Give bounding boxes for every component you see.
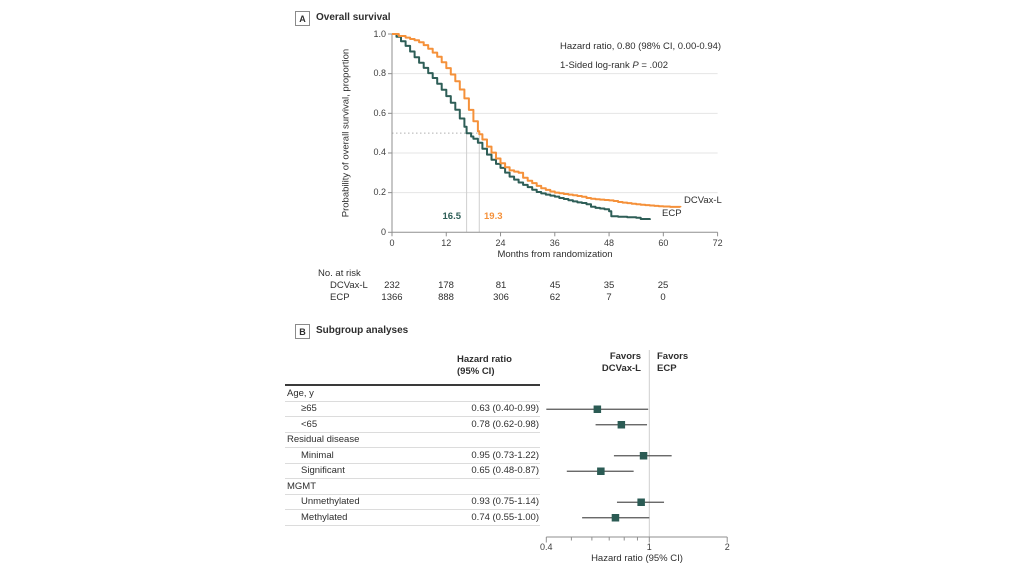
- at-risk-title: No. at risk: [318, 268, 361, 279]
- forest-x-tick-label: 0.4: [540, 542, 553, 552]
- at-risk-row-label-ecp: ECP: [330, 292, 350, 303]
- log-rank-annotation: [560, 60, 668, 71]
- log-rank-value: = .002: [638, 60, 669, 71]
- favors-ecp-header: [657, 351, 688, 375]
- at-risk-value: 81: [495, 280, 507, 291]
- subgroup-item-row: [285, 402, 540, 418]
- x-axis-label: Months from randomization: [497, 249, 613, 260]
- at-risk-value: 888: [438, 292, 454, 303]
- at-risk-value: 1366: [381, 292, 403, 303]
- subgroup-label: MGMT: [287, 480, 317, 492]
- subgroup-item-row: [285, 510, 540, 526]
- subgroup-hr-ci-value: 0.93 (0.75-1.14): [471, 496, 539, 508]
- km-y-tick-label: 0.6: [373, 107, 386, 118]
- hazard-ratio-column-header-line1: Hazard ratio: [457, 354, 512, 365]
- km-y-tick-label: 0: [380, 226, 386, 237]
- subgroup-hr-ci-value: 0.74 (0.55-1.00): [471, 511, 539, 523]
- median-label-ecp: 16.5: [442, 211, 461, 222]
- median-label-dcvax: 19.3: [484, 211, 503, 222]
- panel-a-label: A: [295, 11, 310, 26]
- km-x-tick-label: 48: [604, 237, 615, 248]
- y-axis-label: Probability of overall survival, proportion: [340, 48, 352, 218]
- at-risk-value: 0: [660, 292, 666, 303]
- hr-marker: [637, 499, 645, 507]
- hr-marker: [618, 421, 626, 429]
- log-rank-text: 1-Sided log-rank: [560, 60, 633, 71]
- km-y-tick-label: 0.4: [373, 147, 386, 158]
- favors-dcvax-line1: Favors: [609, 351, 641, 362]
- at-risk-value: 232: [384, 280, 400, 291]
- subgroup-hr-ci-value: 0.65 (0.48-0.87): [471, 465, 539, 477]
- at-risk-value: 178: [438, 280, 454, 291]
- at-risk-value: 25: [657, 280, 669, 291]
- subgroup-label: Residual disease: [287, 434, 360, 446]
- curve-label-ecp: ECP: [662, 208, 682, 219]
- km-x-tick-label: 0: [389, 237, 395, 248]
- at-risk-value: 35: [603, 280, 615, 291]
- panel-b-title: Subgroup analyses: [316, 325, 409, 336]
- subgroup-table: [285, 386, 540, 526]
- favors-ecp-line2: ECP: [657, 363, 677, 374]
- km-y-tick-label: 1.0: [373, 28, 386, 39]
- favors-ecp-line1: Favors: [657, 351, 689, 362]
- subgroup-hr-ci-value: 0.95 (0.73-1.22): [471, 449, 539, 461]
- forest-x-tick-label: 2: [724, 542, 730, 552]
- km-x-tick-label: 60: [658, 237, 669, 248]
- km-x-tick-label: 72: [712, 237, 723, 248]
- subgroup-label: Methylated: [301, 511, 348, 523]
- forest-x-tick-label: 1: [646, 542, 652, 552]
- curve-label-dcvax: DCVax-L: [684, 195, 722, 206]
- hr-marker: [612, 514, 620, 522]
- log-rank-p-symbol: P: [632, 60, 639, 71]
- subgroup-label: Unmethylated: [301, 496, 360, 508]
- at-risk-row-label-dcvax: DCVax-L: [330, 280, 368, 291]
- subgroup-item-row: [285, 495, 540, 511]
- hazard-ratio-column-header-line2: (95% CI): [457, 366, 495, 377]
- subgroup-item-row: [285, 464, 540, 480]
- favors-dcvax-header: [571, 351, 641, 375]
- subgroup-header-row: [285, 386, 540, 402]
- hr-marker: [597, 468, 605, 476]
- subgroup-label: ≥65: [301, 403, 317, 415]
- favors-dcvax-line2: DCVax-L: [601, 363, 641, 374]
- hazard-ratio-annotation: Hazard ratio, 0.80 (98% CI, 0.00-0.94): [560, 41, 722, 52]
- at-risk-value: 306: [493, 292, 509, 303]
- panel-a-title: Overall survival: [316, 12, 391, 23]
- subgroup-hr-ci-value: 0.63 (0.40-0.99): [471, 403, 539, 415]
- km-x-tick-label: 24: [495, 237, 506, 248]
- panel-b-label: B: [295, 324, 310, 339]
- subgroup-item-row: [285, 448, 540, 464]
- km-x-tick-label: 36: [549, 237, 560, 248]
- subgroup-label: Significant: [301, 465, 345, 477]
- subgroup-header-row: [285, 433, 540, 449]
- subgroup-label: Minimal: [301, 449, 334, 461]
- subgroup-label: <65: [301, 418, 318, 430]
- forest-axis-label: Hazard ratio (95% CI): [591, 553, 683, 564]
- hr-marker: [594, 406, 602, 414]
- km-y-tick-label: 0.8: [373, 68, 386, 79]
- at-risk-value: 45: [549, 280, 561, 291]
- hr-marker: [640, 452, 648, 460]
- subgroup-item-row: [285, 417, 540, 433]
- at-risk-value: 62: [549, 292, 561, 303]
- hazard-ratio-column-header: [457, 354, 512, 378]
- at-risk-value: 7: [606, 292, 612, 303]
- km-x-tick-label: 12: [441, 237, 452, 248]
- subgroup-label: Age, y: [287, 387, 314, 399]
- subgroup-header-row: [285, 479, 540, 495]
- km-y-tick-label: 0.2: [373, 187, 386, 198]
- subgroup-hr-ci-value: 0.78 (0.62-0.98): [471, 418, 539, 430]
